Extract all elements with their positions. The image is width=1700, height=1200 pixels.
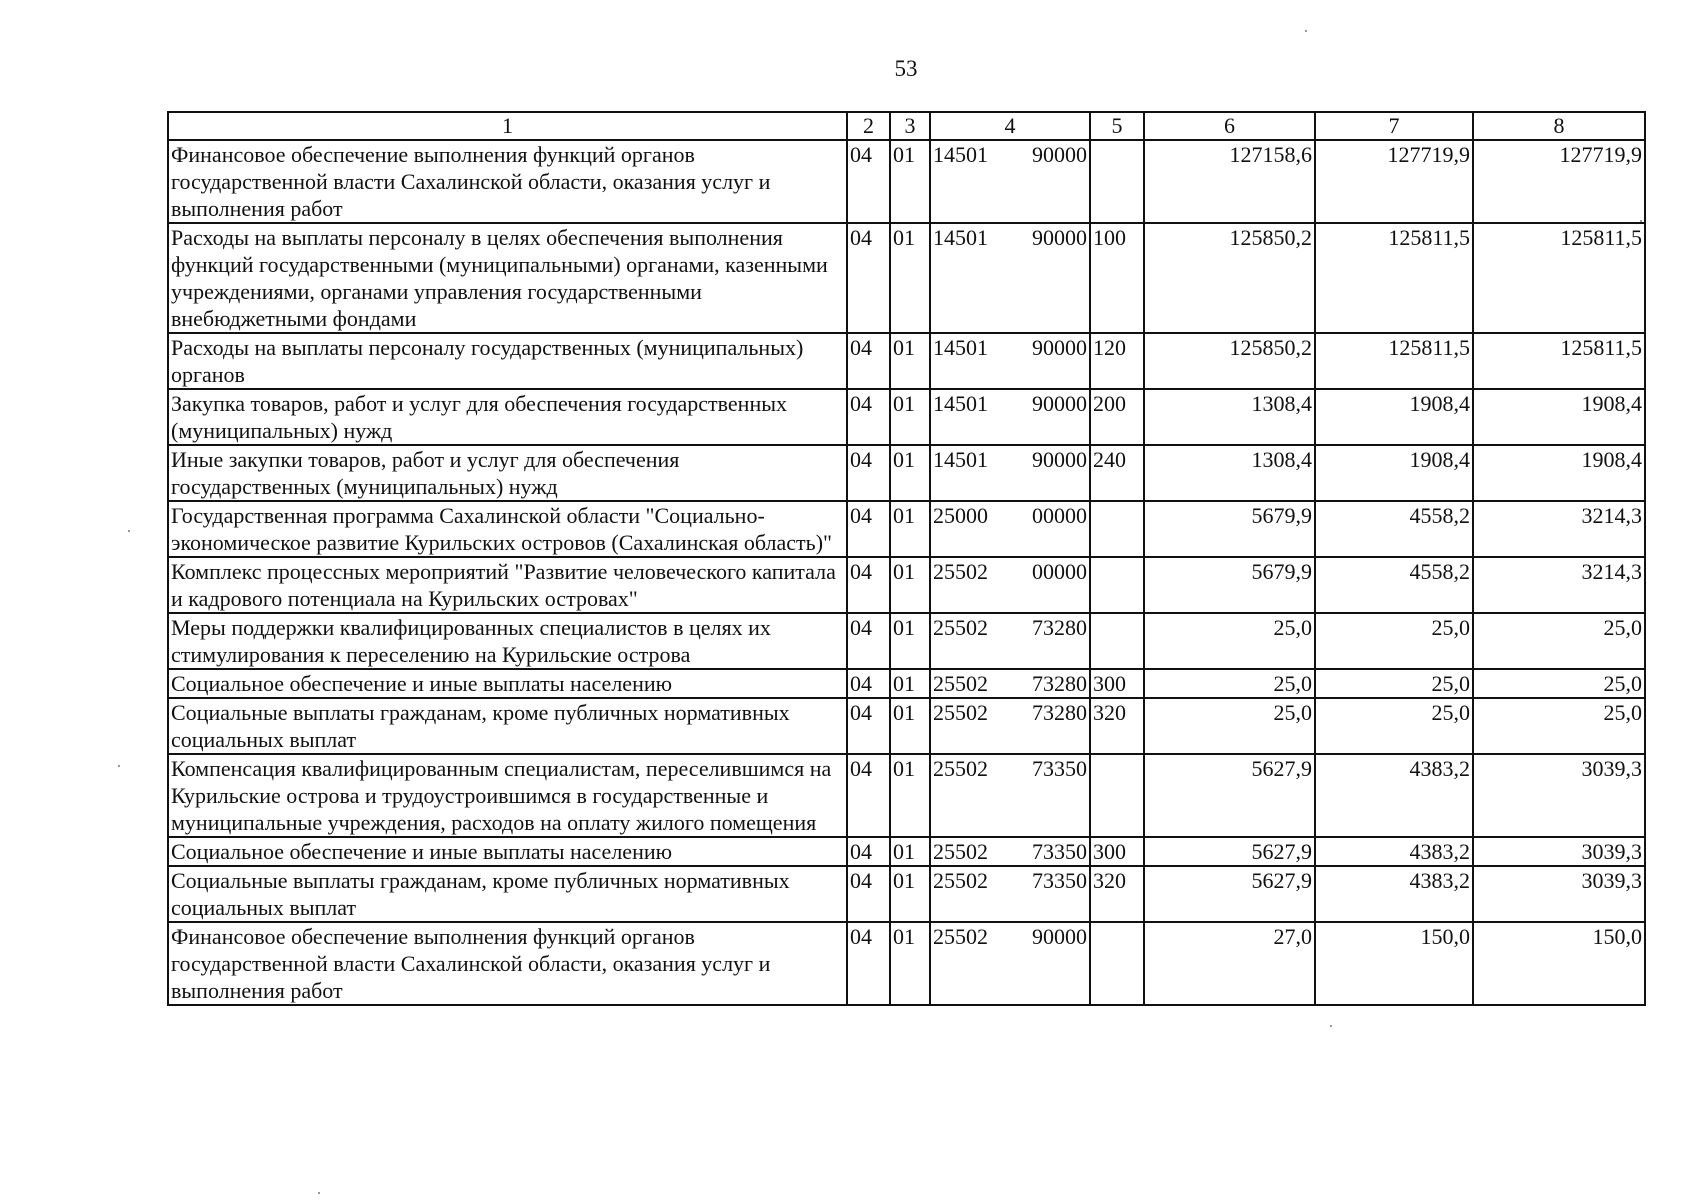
table-body: [168, 140, 1645, 1005]
row-name: Расходы на выплаты персоналу государственных (муниципальных) органов: [168, 333, 847, 389]
row-value-8: 3214,3: [1473, 501, 1645, 557]
row-value-8: 25,0: [1473, 698, 1645, 754]
row-subsection-code: 01: [890, 866, 930, 922]
row-value-7: 4558,2: [1315, 557, 1473, 613]
header-row: [168, 112, 1645, 140]
table-row: [168, 140, 1645, 223]
header-col-1: 1: [168, 112, 847, 140]
target-code-parts: [933, 838, 1087, 865]
target-code-program: 14501: [933, 335, 988, 360]
row-expense-type: [1090, 922, 1144, 1005]
row-value-6: 25,0: [1144, 613, 1315, 669]
row-value-6: 125850,2: [1144, 333, 1315, 389]
page-number: 53: [894, 56, 918, 81]
row-expense-type: [1090, 140, 1144, 223]
header-col-7: 7: [1315, 112, 1473, 140]
row-value-8: 3214,3: [1473, 557, 1645, 613]
row-expense-type: 320: [1090, 866, 1144, 922]
table-row: [168, 501, 1645, 557]
row-target-code: [930, 140, 1090, 223]
row-subsection-code: 01: [890, 445, 930, 501]
target-code-direction: 90000: [1032, 391, 1087, 416]
row-target-code: [930, 754, 1090, 837]
row-value-8: 25,0: [1473, 613, 1645, 669]
target-code-parts: [933, 224, 1087, 251]
header-col-6: 6: [1144, 112, 1315, 140]
row-subsection-code: 01: [890, 223, 930, 333]
target-code-program: 14501: [933, 142, 988, 167]
row-expense-type: 100: [1090, 223, 1144, 333]
target-code-program: 25502: [933, 615, 988, 640]
target-code-direction: 73350: [1032, 756, 1087, 781]
table-row: [168, 922, 1645, 1005]
row-expense-type: 240: [1090, 445, 1144, 501]
row-value-7: 4383,2: [1315, 866, 1473, 922]
target-code-direction: 00000: [1032, 559, 1087, 584]
row-name: Иные закупки товаров, работ и услуг для обеспечения государственных (муниципальных) нужд: [168, 445, 847, 501]
row-section-code: 04: [847, 698, 890, 754]
row-value-7: 25,0: [1315, 669, 1473, 698]
header-col-3: 3: [890, 112, 930, 140]
row-target-code: [930, 223, 1090, 333]
row-expense-type: 120: [1090, 333, 1144, 389]
row-target-code: [930, 389, 1090, 445]
row-value-6: 125850,2: [1144, 223, 1315, 333]
row-section-code: 04: [847, 333, 890, 389]
target-code-direction: 90000: [1032, 335, 1087, 360]
target-code-parts: [933, 141, 1087, 168]
row-value-6: 5679,9: [1144, 557, 1315, 613]
table-row: [168, 866, 1645, 922]
target-code-parts: [933, 390, 1087, 417]
row-value-6: 25,0: [1144, 669, 1315, 698]
target-code-direction: 90000: [1032, 447, 1087, 472]
row-value-8: 3039,3: [1473, 866, 1645, 922]
row-target-code: [930, 557, 1090, 613]
row-expense-type: 200: [1090, 389, 1144, 445]
target-code-program: 25502: [933, 756, 988, 781]
table-row: [168, 223, 1645, 333]
row-value-6: 27,0: [1144, 922, 1315, 1005]
row-subsection-code: 01: [890, 837, 930, 866]
target-code-parts: [933, 670, 1087, 697]
row-value-8: 25,0: [1473, 669, 1645, 698]
row-name: Финансовое обеспечение выполнения функций органов государственной власти Сахалинской области, оказания услуг и выполнения работ: [168, 140, 847, 223]
row-subsection-code: 01: [890, 333, 930, 389]
target-code-program: 25000: [933, 503, 988, 528]
row-expense-type: [1090, 613, 1144, 669]
row-expense-type: 300: [1090, 669, 1144, 698]
header-col-2: 2: [847, 112, 890, 140]
row-name: Социальное обеспечение и иные выплаты населению: [168, 837, 847, 866]
row-subsection-code: 01: [890, 613, 930, 669]
table-row: [168, 669, 1645, 698]
row-expense-type: 300: [1090, 837, 1144, 866]
row-section-code: 04: [847, 140, 890, 223]
row-section-code: 04: [847, 922, 890, 1005]
target-code-direction: 73350: [1032, 839, 1087, 864]
row-value-6: 1308,4: [1144, 389, 1315, 445]
target-code-parts: [933, 755, 1087, 782]
row-value-8: 125811,5: [1473, 223, 1645, 333]
row-value-8: 3039,3: [1473, 837, 1645, 866]
row-section-code: 04: [847, 866, 890, 922]
row-name: Комплекс процессных мероприятий "Развитие человеческого капитала и кадрового потенциала на Курильских островах": [168, 557, 847, 613]
row-value-7: 127719,9: [1315, 140, 1473, 223]
row-section-code: 04: [847, 669, 890, 698]
row-value-8: 1908,4: [1473, 445, 1645, 501]
target-code-program: 25502: [933, 924, 988, 949]
target-code-parts: [933, 502, 1087, 529]
row-section-code: 04: [847, 613, 890, 669]
target-code-program: 25502: [933, 868, 988, 893]
target-code-program: 25502: [933, 559, 988, 584]
target-code-program: 25502: [933, 839, 988, 864]
row-value-8: 127719,9: [1473, 140, 1645, 223]
row-value-6: 5627,9: [1144, 837, 1315, 866]
row-section-code: 04: [847, 501, 890, 557]
row-name: Государственная программа Сахалинской области "Социально-экономическое развитие Курильских островов (Сахалинская область)": [168, 501, 847, 557]
row-name: Компенсация квалифицированным специалистам, переселившимся на Курильские острова и трудоустроившимся в государственные и муниципальные учреждения, расходов на оплату жилого помещения: [168, 754, 847, 837]
row-value-7: 1908,4: [1315, 445, 1473, 501]
row-section-code: 04: [847, 389, 890, 445]
row-target-code: [930, 445, 1090, 501]
row-target-code: [930, 698, 1090, 754]
row-subsection-code: 01: [890, 669, 930, 698]
target-code-program: 25502: [933, 700, 988, 725]
row-value-6: 1308,4: [1144, 445, 1315, 501]
target-code-program: 25502: [933, 671, 988, 696]
table-row: [168, 445, 1645, 501]
row-expense-type: [1090, 501, 1144, 557]
row-value-8: 125811,5: [1473, 333, 1645, 389]
row-subsection-code: 01: [890, 389, 930, 445]
target-code-program: 14501: [933, 225, 988, 250]
row-value-7: 4383,2: [1315, 754, 1473, 837]
row-target-code: [930, 501, 1090, 557]
header-col-4: 4: [930, 112, 1090, 140]
row-value-7: 4383,2: [1315, 837, 1473, 866]
target-code-direction: 90000: [1032, 924, 1087, 949]
row-value-8: 3039,3: [1473, 754, 1645, 837]
row-target-code: [930, 613, 1090, 669]
target-code-parts: [933, 334, 1087, 361]
target-code-parts: [933, 446, 1087, 473]
row-target-code: [930, 837, 1090, 866]
row-value-6: 25,0: [1144, 698, 1315, 754]
row-value-6: 5679,9: [1144, 501, 1315, 557]
header-col-8: 8: [1473, 112, 1645, 140]
row-value-6: 127158,6: [1144, 140, 1315, 223]
target-code-direction: 73280: [1032, 700, 1087, 725]
row-name: Социальные выплаты гражданам, кроме публичных нормативных социальных выплат: [168, 698, 847, 754]
table-row: [168, 613, 1645, 669]
row-target-code: [930, 669, 1090, 698]
row-section-code: 04: [847, 557, 890, 613]
row-subsection-code: 01: [890, 698, 930, 754]
target-code-direction: 90000: [1032, 142, 1087, 167]
row-section-code: 04: [847, 837, 890, 866]
row-subsection-code: 01: [890, 754, 930, 837]
row-value-8: 1908,4: [1473, 389, 1645, 445]
row-section-code: 04: [847, 754, 890, 837]
row-value-6: 5627,9: [1144, 866, 1315, 922]
row-section-code: 04: [847, 223, 890, 333]
row-section-code: 04: [847, 445, 890, 501]
table-row: [168, 557, 1645, 613]
row-target-code: [930, 333, 1090, 389]
target-code-parts: [933, 923, 1087, 950]
row-name: Закупка товаров, работ и услуг для обеспечения государственных (муниципальных) нужд: [168, 389, 847, 445]
row-subsection-code: 01: [890, 922, 930, 1005]
target-code-parts: [933, 867, 1087, 894]
target-code-direction: 73280: [1032, 615, 1087, 640]
row-name: Социальное обеспечение и иные выплаты населению: [168, 669, 847, 698]
target-code-parts: [933, 699, 1087, 726]
row-target-code: [930, 866, 1090, 922]
row-value-7: 25,0: [1315, 698, 1473, 754]
target-code-direction: 73280: [1032, 671, 1087, 696]
row-value-7: 1908,4: [1315, 389, 1473, 445]
table-row: [168, 754, 1645, 837]
target-code-direction: 90000: [1032, 225, 1087, 250]
row-name: Финансовое обеспечение выполнения функций органов государственной власти Сахалинской области, оказания услуг и выполнения работ: [168, 922, 847, 1005]
row-name: Меры поддержки квалифицированных специалистов в целях их стимулирования к переселению на Курильские острова: [168, 613, 847, 669]
row-value-7: 125811,5: [1315, 223, 1473, 333]
row-value-7: 125811,5: [1315, 333, 1473, 389]
row-value-7: 150,0: [1315, 922, 1473, 1005]
row-name: Расходы на выплаты персоналу в целях обеспечения выполнения функций государственными (муниципальными) органами, казенными учреждениями, органами управления государственными внебюджетными фондами: [168, 223, 847, 333]
target-code-parts: [933, 614, 1087, 641]
target-code-direction: 73350: [1032, 868, 1087, 893]
table-row: [168, 333, 1645, 389]
budget-table: [167, 111, 1646, 1006]
row-subsection-code: 01: [890, 501, 930, 557]
header-col-5: 5: [1090, 112, 1144, 140]
row-expense-type: [1090, 557, 1144, 613]
row-expense-type: [1090, 754, 1144, 837]
target-code-parts: [933, 558, 1087, 585]
row-subsection-code: 01: [890, 557, 930, 613]
row-value-7: 4558,2: [1315, 501, 1473, 557]
target-code-program: 14501: [933, 447, 988, 472]
table-row: [168, 389, 1645, 445]
table-row: [168, 837, 1645, 866]
target-code-direction: 00000: [1032, 503, 1087, 528]
row-value-6: 5627,9: [1144, 754, 1315, 837]
row-expense-type: 320: [1090, 698, 1144, 754]
row-value-7: 25,0: [1315, 613, 1473, 669]
target-code-program: 14501: [933, 391, 988, 416]
table-row: [168, 698, 1645, 754]
row-value-8: 150,0: [1473, 922, 1645, 1005]
row-subsection-code: 01: [890, 140, 930, 223]
row-target-code: [930, 922, 1090, 1005]
row-name: Социальные выплаты гражданам, кроме публичных нормативных социальных выплат: [168, 866, 847, 922]
